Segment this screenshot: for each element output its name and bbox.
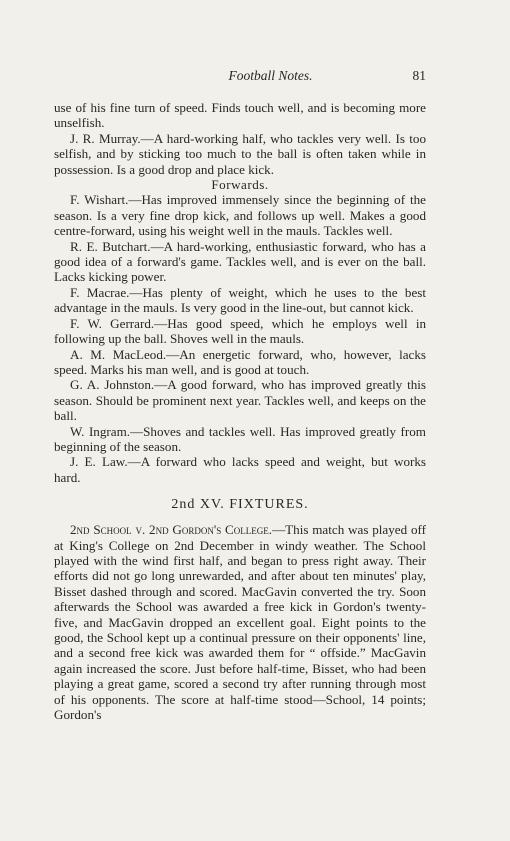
player-note: F. W. Gerrard.—Has good speed, which he employs well in following up the ball. Shoves well in the mauls. <box>54 315 426 347</box>
player-note: A. M. MacLeod.—An energetic forward, who, however, lacks speed. Marks his man well, and is good at touch. <box>54 346 426 377</box>
player-note: R. E. Butchart.—A hard-working, enthusiastic forward, who has a good idea of a forward's game. Tackles well, and is ever on the ball. Lacks kicking power. <box>54 238 426 285</box>
fixtures-heading: 2nd XV. FIXTURES. <box>171 497 309 513</box>
paragraph: use of his fine turn of speed. Finds touch well, and is becoming more unselfish. <box>54 100 426 131</box>
player-note: W. Ingram.—Shoves and tackles well. Has improved greatly from beginning of the season. <box>54 423 426 454</box>
player-note: G. A. Johnston.—A good forward, who has improved greatly this season. Should be prominent next year. Tackles well, and keeps on the ball. <box>54 377 426 424</box>
player-note: F. Wishart.—Has improved immensely since the beginning of the season. Is a very fine drop kick, and follows up well. Makes a good centre-forward, using his weight well in the mauls. Tackles well. <box>54 192 426 239</box>
running-title: Football Notes. <box>228 68 313 83</box>
forwards-heading: Forwards. <box>211 177 269 193</box>
match-title: 2nd School v. 2nd Gordon's College. <box>70 522 273 538</box>
match-report <box>54 522 426 722</box>
player-note: F. Macrae.—Has plenty of weight, which he uses to the best advantage in the mauls. Is very good in the line-out, but cannot kick. <box>54 284 426 316</box>
paragraph: J. R. Murray.—A hard-working half, who tackles very well. Is too selfish, and by sticking too much to the ball is often taken while in possession. Is a good drop and place kick. <box>54 130 426 177</box>
running-header <box>54 68 426 84</box>
player-note: J. E. Law.—A forward who lacks speed and weight, but works hard. <box>54 454 426 485</box>
page-number: 81 <box>412 68 426 83</box>
match-body: —This match was played off at King's College on 2nd December in windy weather. The School played with the wind first half, and began to press right away. Their efforts did not go long unrewarded, and after about ten minutes' play, Bisset dashed through and scored. MacGavin converted the try. Soon afterwards the School was awarded a free kick in Gordon's twenty-five, and MacGavin dropped an excellent goal. Eight points to the good, the School kept up a continual pressure on their opponents' line, and a second free kick was awarded them for “ offside.” MacGavin again increased the score. Just before half-time, Bisset, who had been playing a great game, scored a second try after running through most of his opponents. The score at half-time stood—School, 14 points; Gordon's <box>54 522 426 723</box>
